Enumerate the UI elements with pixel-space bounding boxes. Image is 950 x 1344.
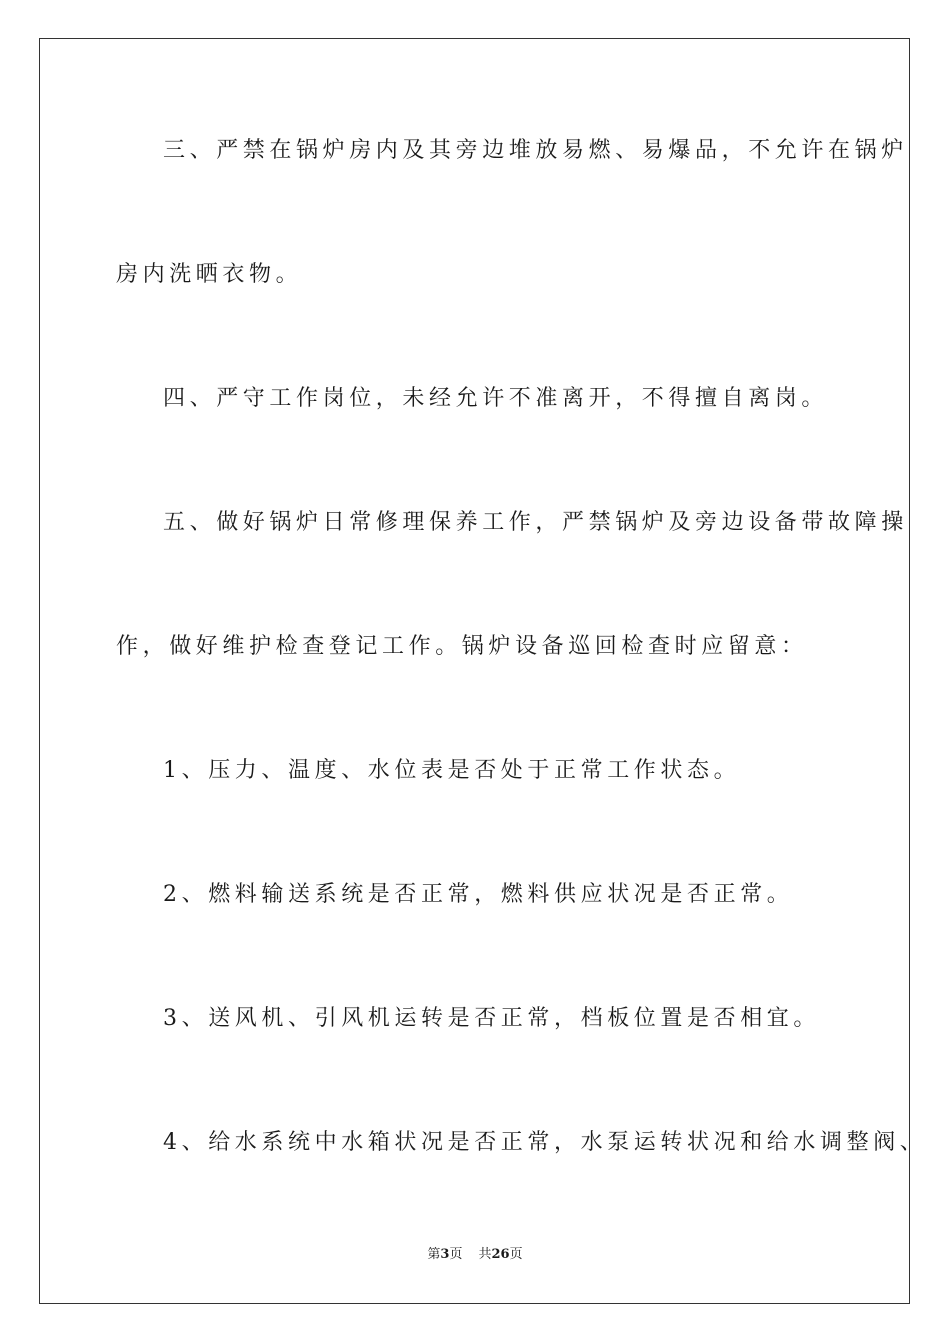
- list-item-4: 4、给水系统中水箱状况是否正常，水泵运转状况和给水调整阀、: [163, 1130, 927, 1155]
- list-item-1: 1、压力、温度、水位表是否处于正常工作状态。: [163, 758, 741, 783]
- page-border: [39, 38, 910, 1304]
- page-suffix: 页: [449, 1247, 463, 1262]
- paragraph-line-1: 三、严禁在锅炉房内及其旁边堆放易燃、易爆品，不允许在锅炉: [163, 138, 908, 163]
- total-prefix: 共: [478, 1247, 492, 1262]
- paragraph-line-4: 五、做好锅炉日常修理保养工作，严禁锅炉及旁边设备带故障操: [163, 510, 908, 535]
- list-item-2: 2、燃料输送系统是否正常，燃料供应状况是否正常。: [163, 882, 794, 907]
- page-footer: [0, 1246, 950, 1264]
- total-pages: 26: [491, 1247, 510, 1262]
- page-prefix: 第: [427, 1247, 441, 1262]
- total-suffix: 页: [509, 1247, 523, 1262]
- paragraph-line-2: 房内洗晒衣物。: [116, 262, 303, 287]
- page-number: 3: [440, 1247, 450, 1262]
- list-item-3: 3、送风机、引风机运转是否正常，档板位置是否相宜。: [163, 1006, 820, 1031]
- paragraph-line-3: 四、严守工作岗位，未经允许不准离开，不得擅自离岗。: [163, 386, 829, 411]
- paragraph-line-5: 作，做好维护检查登记工作。锅炉设备巡回检查时应留意：: [116, 634, 808, 659]
